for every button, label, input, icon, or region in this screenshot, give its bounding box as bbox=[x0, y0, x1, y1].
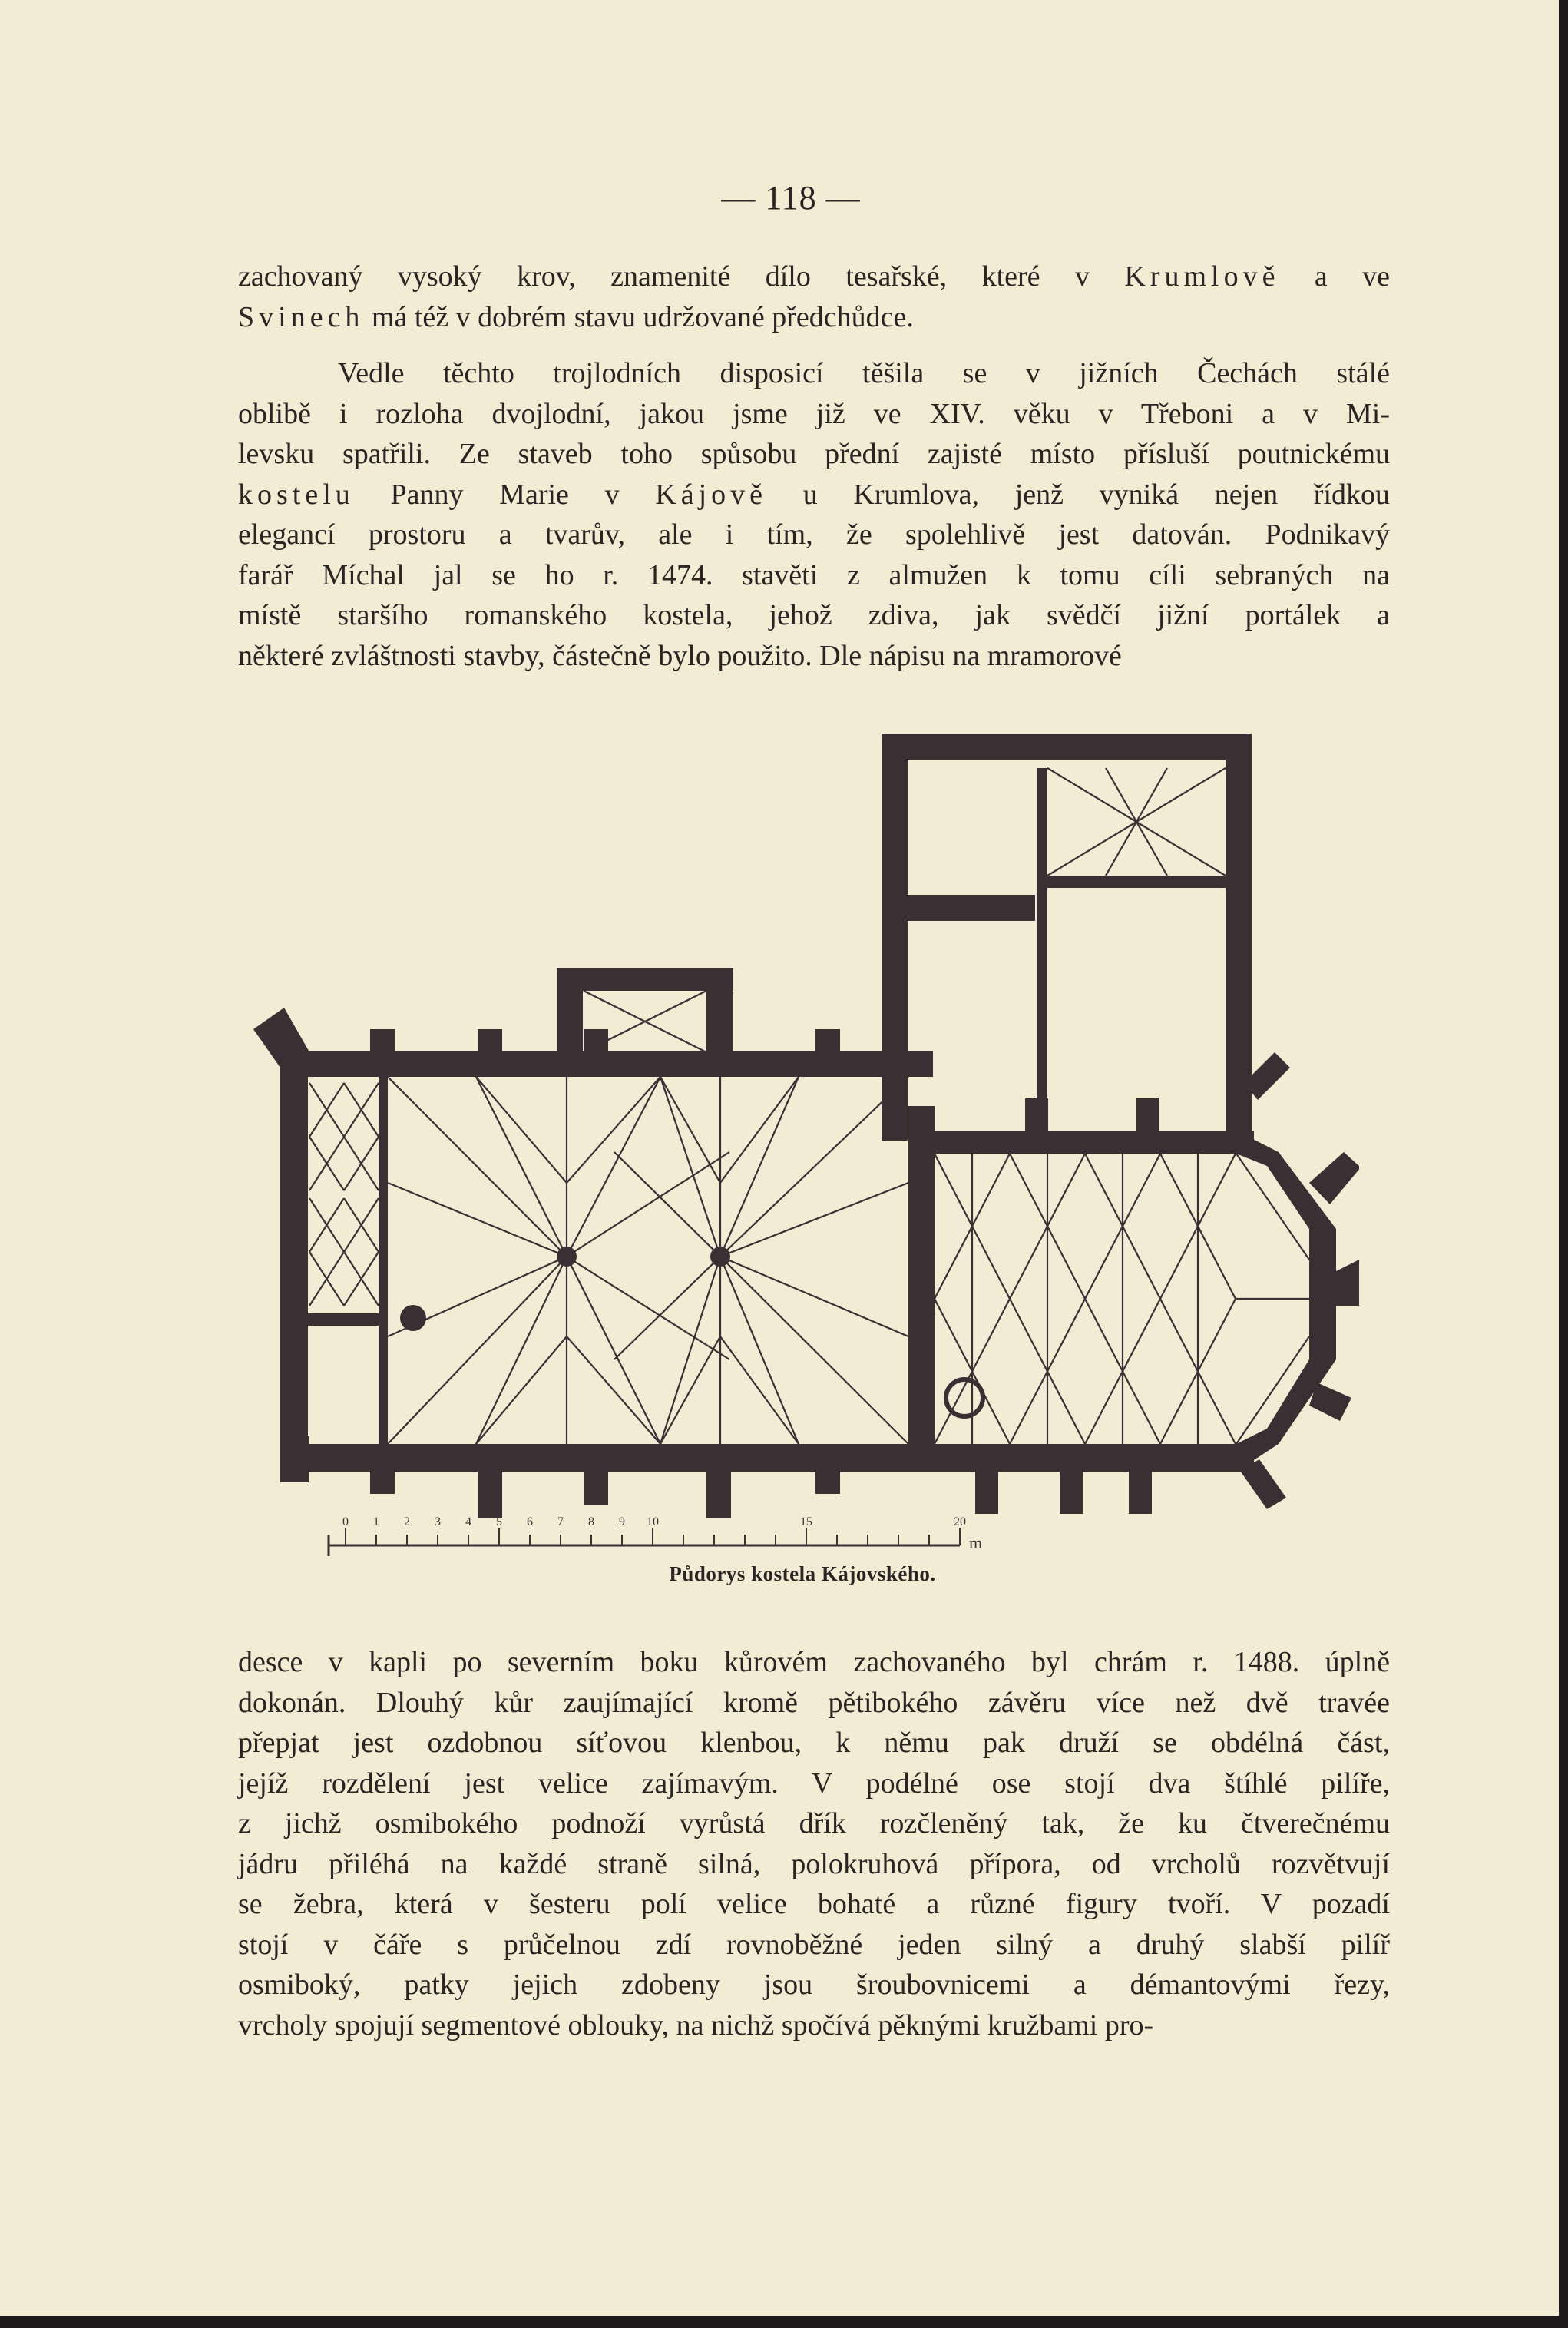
text-run: Svinech bbox=[238, 300, 365, 333]
text-run: elegancí prostoru a tvarův, ale i tím, že spolehlivě jest datován. Podnikavý bbox=[238, 518, 1390, 551]
text-line bbox=[238, 1925, 1390, 1965]
nave-vault-rib bbox=[567, 1336, 660, 1444]
buttress-south bbox=[815, 1459, 840, 1494]
text-run: se žebra, která v šesteru polí velice bohaté a různé figury tvoří. V pozadí bbox=[238, 1888, 1390, 1920]
text-run: přepjat jest ozdobnou síťovou klenbou, k němu pak druží se obdélná část, bbox=[238, 1727, 1390, 1759]
nave-vault-rib bbox=[720, 1336, 799, 1444]
text-run: Kájově bbox=[655, 478, 768, 511]
scale-bar bbox=[329, 1515, 982, 1556]
text-run: jádru přiléhá na každé straně silná, polokruhová přípora, od vrcholů rozvětvují bbox=[238, 1847, 1390, 1880]
text-run: osmiboký, patky jejich zdobeny jsou šroubovnicemi a démantovými řezy, bbox=[238, 1969, 1390, 2001]
sacristy-partition bbox=[1037, 768, 1047, 1137]
nave-vault-rib bbox=[720, 1257, 908, 1444]
text-run: desce v kapli po severním boku kůrovém zachovaného byl chrám r. 1488. úplně bbox=[238, 1646, 1390, 1678]
buttress-north bbox=[1136, 1098, 1159, 1133]
choir-west-wall bbox=[908, 1106, 935, 1472]
text-line bbox=[238, 1683, 1390, 1724]
text-run: dokonán. Dlouhý kůr zaujímající kromě pětibokého závěru více než dvě travée bbox=[238, 1686, 1390, 1719]
buttress-south bbox=[1129, 1472, 1152, 1514]
chapel-east-wall bbox=[706, 968, 733, 1052]
nave-vault-rib bbox=[476, 1336, 567, 1444]
buttress-north bbox=[478, 1029, 502, 1060]
apse-buttress bbox=[1240, 1459, 1286, 1509]
text-line bbox=[238, 1965, 1390, 2005]
choir-south-wall bbox=[908, 1444, 1254, 1472]
text-line bbox=[238, 394, 1390, 435]
scale-label: 5 bbox=[496, 1515, 502, 1528]
scale-label: 1 bbox=[373, 1515, 379, 1528]
text-run: kostelu bbox=[238, 478, 355, 511]
scale-label: 10 bbox=[647, 1515, 659, 1528]
text-run: Krumlově bbox=[1124, 260, 1280, 293]
text-line bbox=[238, 353, 1390, 394]
text-line bbox=[238, 1642, 1390, 1683]
scale-label: 0 bbox=[342, 1515, 349, 1528]
buttress-north bbox=[815, 1029, 840, 1060]
scale-label: 2 bbox=[404, 1515, 410, 1528]
buttress-south bbox=[706, 1472, 731, 1518]
church-floor-plan bbox=[246, 722, 1359, 1621]
sacristy-west-wall bbox=[882, 734, 908, 1141]
buttress-south bbox=[584, 1459, 608, 1505]
text-line bbox=[238, 1844, 1390, 1885]
pier bbox=[557, 1247, 577, 1267]
text-line bbox=[238, 257, 1390, 297]
tribune-wall bbox=[308, 1313, 385, 1326]
apse-buttress bbox=[1309, 1152, 1359, 1204]
sacristy-partition bbox=[882, 895, 1035, 921]
nave-vault-rib bbox=[476, 1257, 567, 1444]
text-line bbox=[238, 555, 1390, 596]
text-line bbox=[238, 595, 1390, 636]
text-run: oblibě i rozloha dvojlodní, jakou jsme již ve XIV. věku v Třeboni a v Mi- bbox=[238, 397, 1390, 430]
text-run: vrcholy spojují segmentové oblouky, na nichž spočívá pěknými kružbami pro- bbox=[238, 2008, 1154, 2042]
scale-label: 6 bbox=[527, 1515, 533, 1528]
nave-vault-rib bbox=[567, 1257, 660, 1444]
scale-label: 7 bbox=[557, 1515, 564, 1528]
floor-plan-figure bbox=[246, 722, 1359, 1621]
tribune-partition bbox=[379, 1077, 388, 1444]
buttress-north bbox=[370, 1029, 395, 1060]
scale-label: 4 bbox=[465, 1515, 471, 1528]
figure-caption: Půdorys kostela Kájovského. bbox=[669, 1562, 936, 1585]
pier bbox=[400, 1305, 426, 1331]
buttress-north bbox=[584, 1029, 608, 1060]
scale-unit: m bbox=[969, 1533, 983, 1552]
text-line bbox=[238, 636, 1390, 677]
nave-vault-rib bbox=[388, 1183, 567, 1257]
page-number: — 118 — bbox=[721, 179, 861, 217]
text-line bbox=[238, 297, 1390, 338]
paragraph-description bbox=[238, 1642, 1390, 2045]
text-line bbox=[238, 1763, 1390, 1804]
choir-north-wall bbox=[908, 1131, 1254, 1154]
scale-label: 3 bbox=[435, 1515, 441, 1528]
sacristy-east-wall bbox=[1226, 734, 1252, 1141]
sacristy-north-wall bbox=[882, 734, 1250, 760]
apse-buttress bbox=[1309, 1383, 1351, 1421]
text-run: některé zvláštnosti stavby, částečně bylo použito. Dle nápisu na mramorové bbox=[238, 639, 1122, 672]
nave-west-wall bbox=[280, 1051, 308, 1472]
text-line bbox=[238, 1884, 1390, 1925]
buttress-south bbox=[370, 1459, 395, 1494]
text-run: zachovaný vysoký krov, znamenité dílo tesařské, které v bbox=[238, 260, 1125, 293]
buttress-south bbox=[478, 1472, 502, 1518]
paragraph-intro bbox=[238, 257, 1390, 337]
text-run: u Krumlova, jenž vyniká nejen řídkou bbox=[767, 478, 1390, 511]
text-run: Vedle těchto trojlodních disposicí těšila se v jižních Čechách stálé bbox=[338, 357, 1390, 389]
text-run: z jichž osmibokého podnoží vyrůstá dřík rozčleněný tak, že ku čtverečnému bbox=[238, 1807, 1390, 1840]
text-run: a ve bbox=[1279, 260, 1391, 293]
pier bbox=[710, 1247, 730, 1267]
text-line bbox=[238, 1723, 1390, 1763]
text-run: stojí v čáře s průčelnou zdí rovnoběžné jeden silný a druhý slabší pilíř bbox=[238, 1928, 1390, 1961]
text-line bbox=[238, 515, 1390, 555]
buttress-south bbox=[1060, 1472, 1083, 1514]
buttress-south bbox=[975, 1472, 998, 1514]
text-line bbox=[238, 434, 1390, 475]
text-line bbox=[238, 475, 1390, 515]
scale-label: 8 bbox=[588, 1515, 594, 1528]
scale-label: 15 bbox=[800, 1515, 812, 1528]
walls bbox=[253, 734, 1359, 1518]
nave-vault-rib bbox=[388, 1257, 567, 1444]
text-run: Panny Marie v bbox=[354, 478, 656, 511]
nave-vault-rib bbox=[720, 1077, 908, 1257]
nave-vault-rib bbox=[388, 1077, 567, 1257]
paragraph-kajov bbox=[238, 353, 1390, 676]
text-run: místě staršího romanského kostela, jehož zdiva, jak svědčí jižní portálek a bbox=[238, 599, 1390, 631]
scale-label: 9 bbox=[619, 1515, 625, 1528]
buttress-southwest bbox=[280, 1436, 309, 1482]
text-line bbox=[238, 2005, 1390, 2046]
text-line bbox=[238, 1803, 1390, 1844]
text-run: jejíž rozdělení jest velice zajímavým. V podélné ose stojí dva štíhlé pilíře, bbox=[238, 1767, 1390, 1800]
text-run: má též v dobrém stavu udržované předchůdce. bbox=[364, 300, 914, 333]
scale-label: 20 bbox=[954, 1515, 966, 1528]
text-run: levsku spatřili. Ze staveb toho spůsobu přední zajisté místo přísluší poutnickému bbox=[238, 438, 1390, 470]
sacristy-partition bbox=[1037, 876, 1244, 888]
text-run: farář Míchal jal se ho r. 1474. stavěti z almužen k tomu cíli sebraných na bbox=[238, 558, 1390, 591]
